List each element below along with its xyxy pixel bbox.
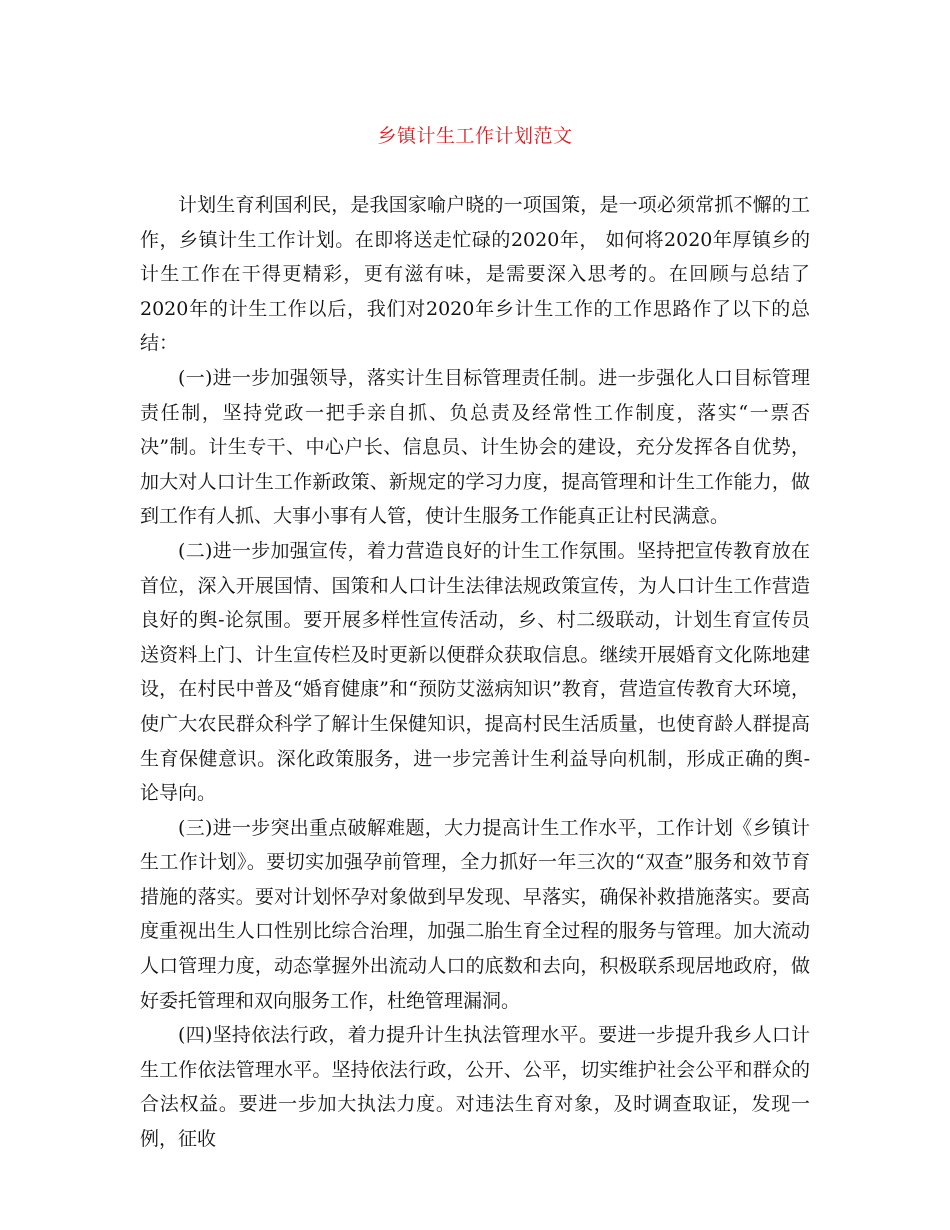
document-title: 乡镇计生工作计划范文 bbox=[377, 125, 573, 147]
paragraph-leadership: (一)进一步加强领导，落实计生目标管理责任制。进一步强化人口目标管理责任制，坚持党政一把手亲自抓、负总责及经常性工作制度，落实“一票否决”制。计生专干、中心户长、信息员、计生协会的建设，充分发挥各自优势，加大对人口计生工作新政策、新规定的学习力度，提高管理和计生工作能力，做到工作有人抓、大事小事有人管，使计生服务工作能真正让村民满意。 bbox=[140, 366, 810, 528]
paragraph-intro: 计划生育利国利民，是我国家喻户晓的一项国策，是一项必须常抓不懈的工作，乡镇计生工作计划。在即将送走忙碌的2020年， 如何将2020年厚镇乡的计生工作在干得更精彩，更有滋有味，是需要深入思考的。在回顾与总结了2020年的计生工作以后，我们对2020年乡计生工作的工作思路作了以下的总结： bbox=[140, 194, 810, 355]
paragraph-law-enforcement: (四)坚持依法行政，着力提升计生执法管理水平。要进一步提升我乡人口计生工作依法管理水平。坚持依法行政，公开、公平，切实维护社会公平和群众的合法权益。要进一步加大执法力度。对违法生育对象，及时调查取证，发现一例，征收 bbox=[140, 1024, 810, 1151]
document-body bbox=[140, 188, 810, 1157]
paragraph-publicity: (二)进一步加强宣传，着力营造良好的计生工作氛围。坚持把宣传教育放在首位，深入开展国情、国策和人口计生法律法规政策宣传，为人口计生工作营造良好的舆-论氛围。要开展多样性宣传活动，乡、村二级联动，计划生育宣传员送资料上门、计生宣传栏及时更新以便群众获取信息。继续开展婚育文化陈地建设，在村民中普及“婚育健康”和“预防艾滋病知识”教育，营造宣传教育大环境，使广大农民群众科学了解计生保健知识，提高村民生活质量，也使育龄人群提高生育保健意识。深化政策服务，进一步完善计生利益导向机制，形成正确的舆-论导向。 bbox=[140, 539, 810, 805]
paragraph-key-problems: (三)进一步突出重点破解难题，大力提高计生工作水平，工作计划《乡镇计生工作计划》。要切实加强孕前管理，全力抓好一年三次的“双查”服务和效节育措施的落实。要对计划怀孕对象做到早发现、早落实，确保补救措施落实。要高度重视出生人口性别比综合治理，加强二胎生育全过程的服务与管理。加大流动人口管理力度，动态掌握外出流动人口的底数和去向，积极联系现居地政府，做好委托管理和双向服务工作，杜绝管理漏洞。 bbox=[140, 816, 810, 1012]
